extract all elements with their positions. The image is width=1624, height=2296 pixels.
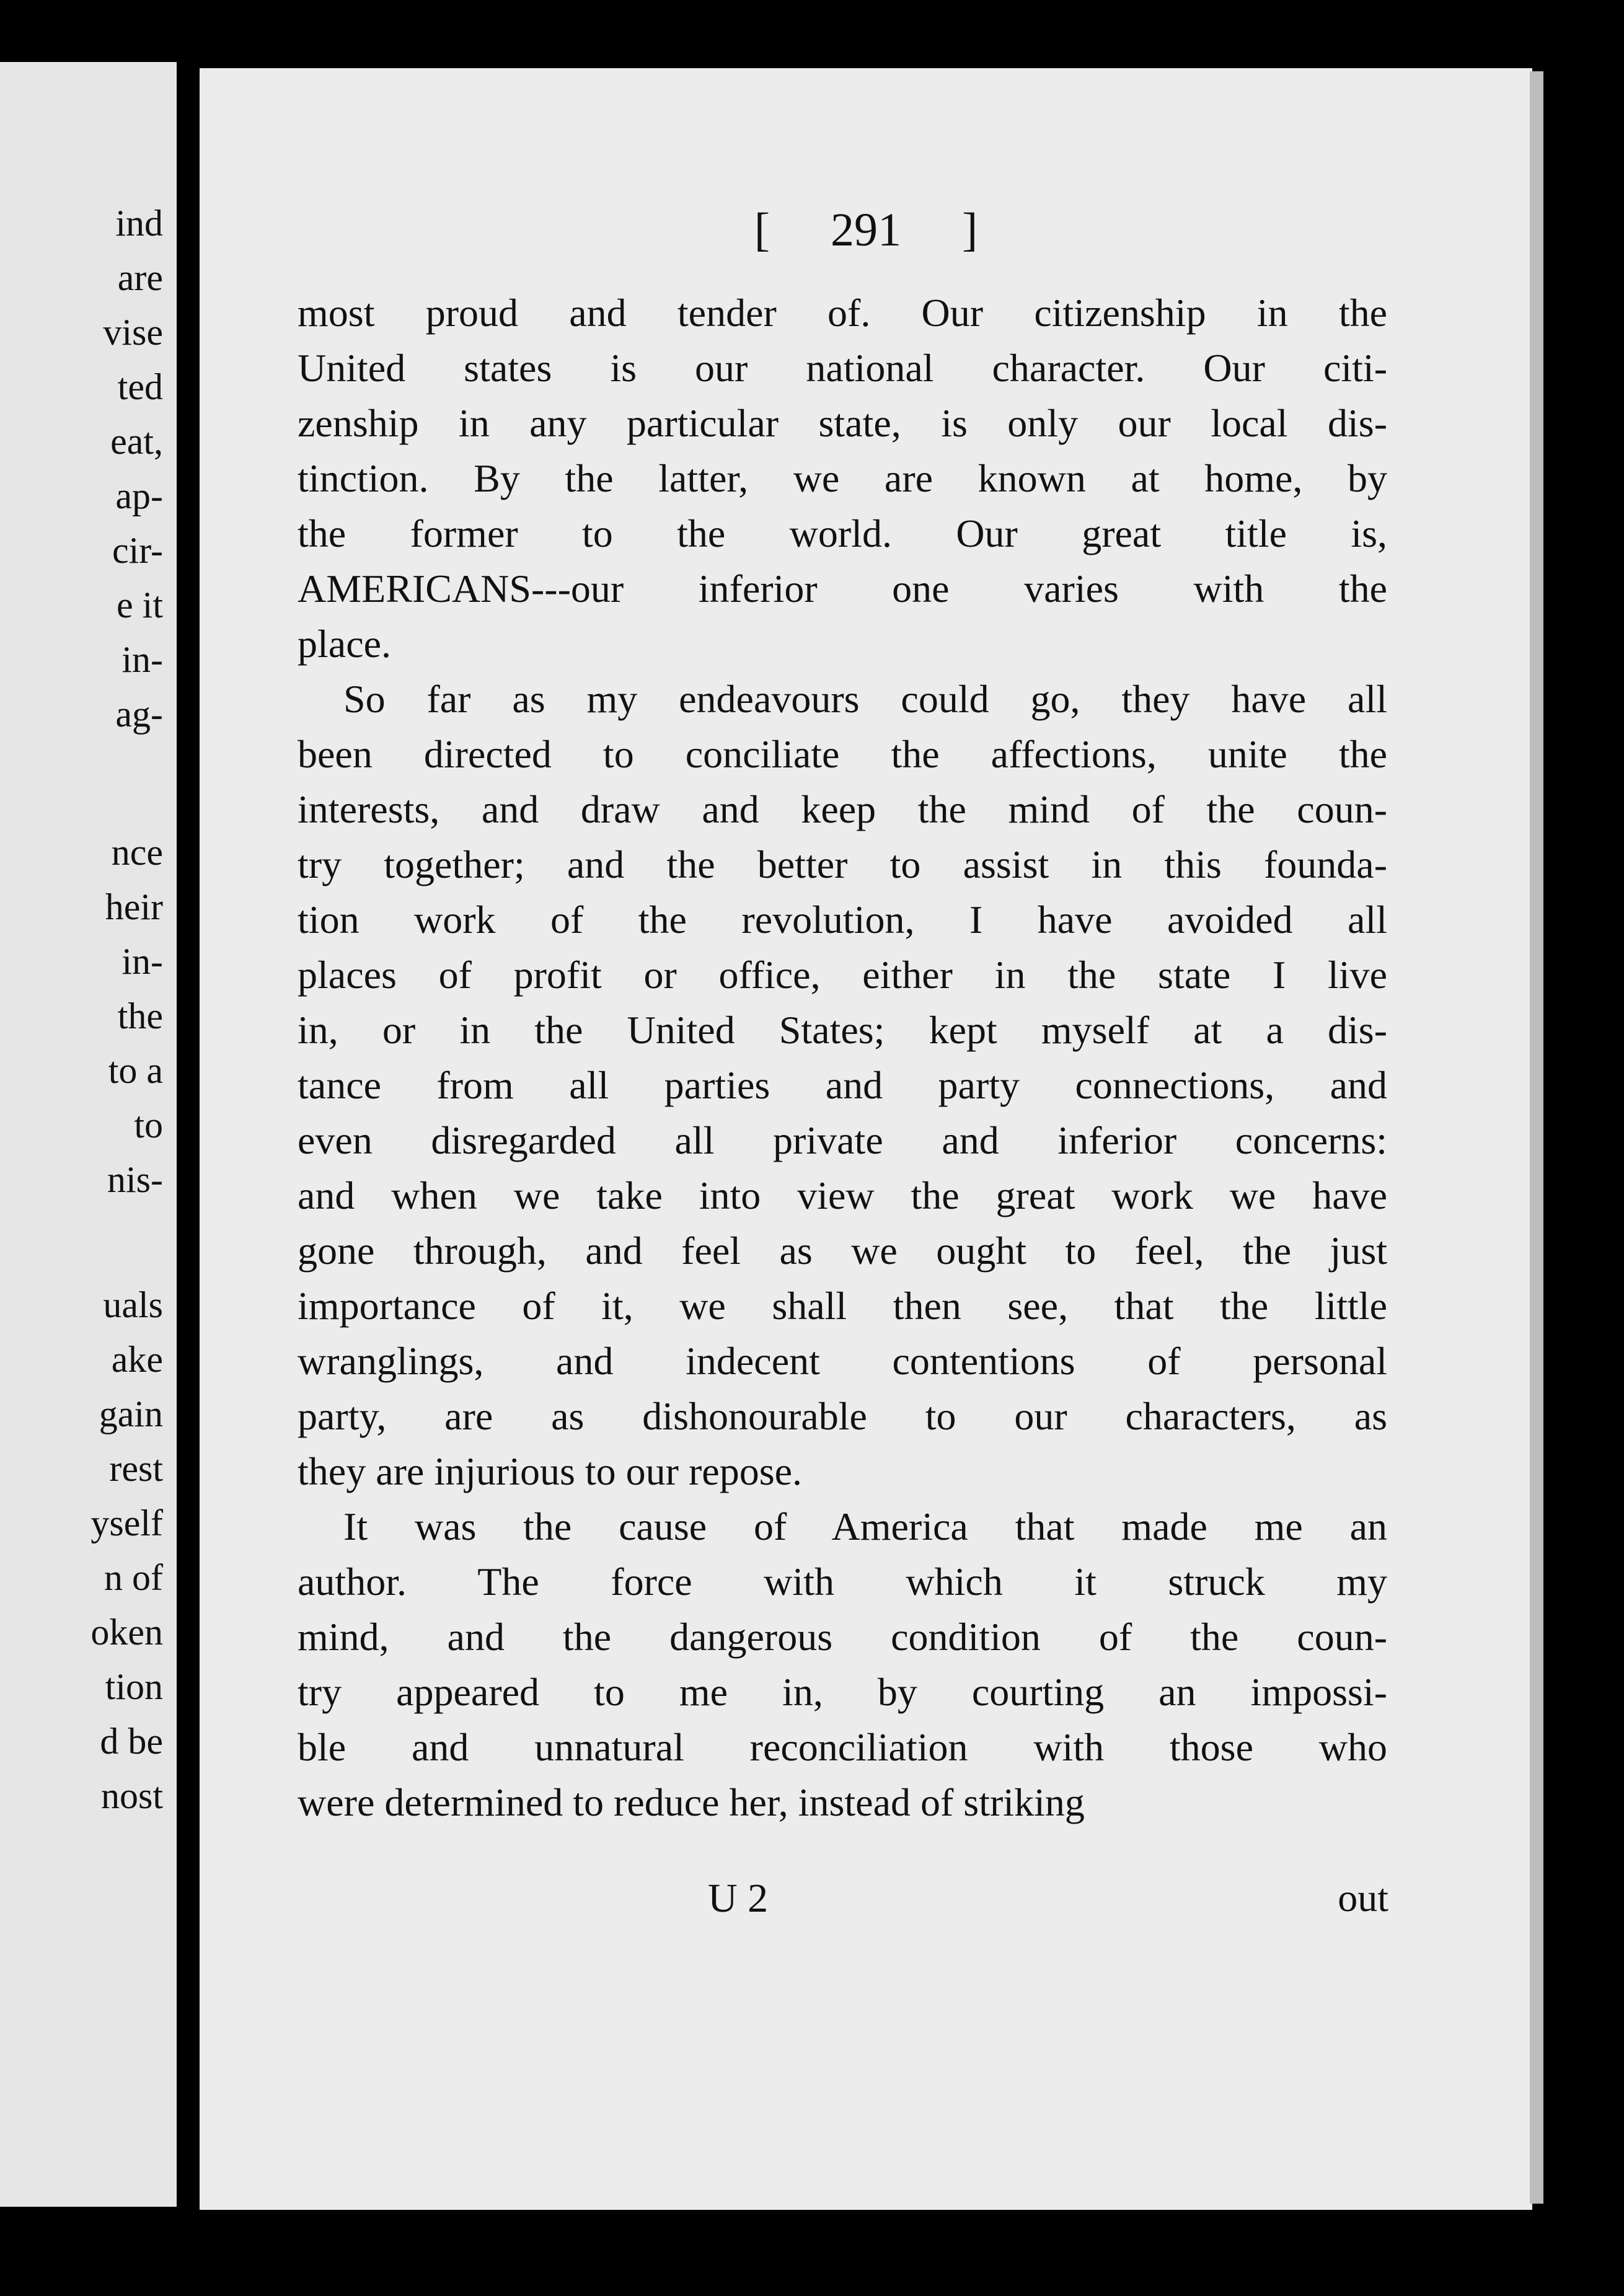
document-page: [200, 68, 1532, 2210]
left-fragment-line: ag-: [115, 694, 163, 735]
left-fragment-line: to a: [108, 1050, 163, 1091]
text-line: author. The force with which it struck my: [298, 1560, 1387, 1604]
text-line: place.: [298, 622, 391, 666]
left-fragment-line: in-: [121, 639, 163, 680]
left-fragment-line: n of: [104, 1557, 163, 1598]
text-line: AMERICANS---our inferior one varies with the: [298, 567, 1387, 611]
left-fragment-line: eat,: [110, 421, 163, 462]
left-fragment-line: e it: [117, 585, 163, 625]
left-fragment-line: heir: [105, 886, 163, 927]
left-fragment-line: d be: [100, 1721, 163, 1762]
text-line: try appeared to me in, by courting an impossi-: [298, 1670, 1387, 1714]
text-line: interests, and draw and keep the mind of the coun-: [298, 787, 1387, 831]
left-fragment-line: in-: [121, 941, 163, 982]
text-line: ble and unnatural reconciliation with those who: [298, 1725, 1387, 1769]
text-line: most proud and tender of. Our citizenship in the: [298, 291, 1387, 335]
left-fragment-line: ind: [115, 203, 163, 244]
text-line: So far as my endeavours could go, they have all: [343, 677, 1387, 721]
text-line: the former to the world. Our great title is,: [298, 511, 1387, 555]
left-fragment-line: rest: [109, 1448, 163, 1489]
bracket-open: [: [754, 204, 770, 256]
catchword: out: [1338, 1876, 1388, 1920]
text-line: and when we take into view the great work we have: [298, 1173, 1387, 1217]
left-fragment-line: ted: [117, 366, 163, 407]
left-fragment-line: cir-: [112, 530, 163, 571]
text-line: been directed to conciliate the affections, unite the: [298, 732, 1387, 776]
left-fragment-line: to: [134, 1105, 163, 1146]
left-fragment-line: nost: [100, 1775, 163, 1816]
text-line: tinction. By the latter, we are known at home, by: [298, 456, 1387, 500]
page-edge-shadow: [1530, 71, 1543, 2204]
bracket-close: ]: [962, 204, 978, 256]
text-line: wranglings, and indecent contentions of personal: [298, 1339, 1387, 1383]
left-fragment-line: tion: [105, 1666, 163, 1707]
left-fragment-line: uals: [103, 1284, 163, 1325]
text-line: were determined to reduce her, instead of striking: [298, 1780, 1085, 1824]
left-fragment-line: yself: [90, 1503, 163, 1543]
text-line: they are injurious to our repose.: [298, 1449, 802, 1493]
text-line: It was the cause of America that made me an: [343, 1504, 1387, 1548]
left-fragment-line: oken: [90, 1612, 163, 1653]
left-fragment-line: are: [117, 257, 163, 298]
page-number: [200, 203, 1532, 257]
left-fragment-line: ap-: [115, 475, 163, 516]
text-line: zenship in any particular state, is only our local dis-: [298, 401, 1387, 445]
text-line: tion work of the revolution, I have avoided all: [298, 898, 1387, 942]
text-line: in, or in the United States; kept myself at a dis-: [298, 1008, 1387, 1052]
left-fragment-line: the: [117, 996, 163, 1036]
text-line: tance from all parties and party connections, and: [298, 1063, 1387, 1107]
text-line: United states is our national character. Our citi-: [298, 346, 1387, 390]
left-fragment-line: nis-: [107, 1159, 163, 1200]
text-line: places of profit or office, either in the state I live: [298, 953, 1387, 997]
text-line: gone through, and feel as we ought to feel, the just: [298, 1229, 1387, 1273]
left-fragment-line: gain: [99, 1393, 163, 1434]
text-line: importance of it, we shall then see, that the little: [298, 1284, 1387, 1328]
text-line: party, are as dishonourable to our characters, as: [298, 1394, 1387, 1438]
left-fragment-line: ake: [111, 1339, 163, 1380]
text-line: mind, and the dangerous condition of the coun-: [298, 1615, 1387, 1659]
left-page-fragment: [0, 62, 177, 2207]
text-line: even disregarded all private and inferior concerns:: [298, 1118, 1387, 1162]
page-number-value: 291: [831, 204, 901, 256]
left-fragment-line: vise: [103, 312, 163, 353]
signature-mark: U 2: [708, 1876, 769, 1921]
left-fragment-line: nce: [111, 832, 163, 873]
text-line: try together; and the better to assist in this founda-: [298, 842, 1387, 886]
